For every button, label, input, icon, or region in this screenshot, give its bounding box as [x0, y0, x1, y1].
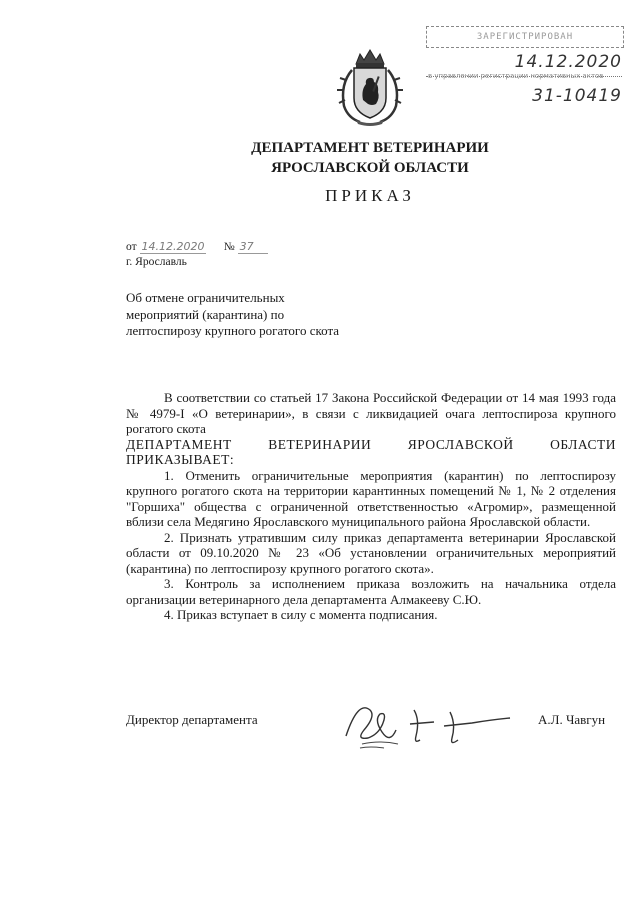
director-title: Директор департамента: [126, 712, 258, 727]
document-type: ПРИКАЗ: [325, 186, 415, 205]
document-date-line: [126, 240, 268, 254]
preamble-paragraph: В соответствии со статьей 17 Закона Российской Федерации от 14 мая 1993 года № 4979-I «О ветеринарии», в связи с ликвидацией очага лептоспироза крупного рогатого скота: [126, 390, 616, 436]
document-subject: Об отмене ограничительных мероприятий (карантина) по лептоспирозу крупного рогатого скота: [126, 290, 340, 338]
signer-name: А.Л. Чавгун: [538, 712, 606, 727]
document-body: [126, 390, 616, 623]
document-number: 37: [238, 240, 268, 254]
department-line-2: ЯРОСЛАВСКОЙ ОБЛАСТИ: [271, 160, 469, 176]
coat-of-arms-icon: [330, 46, 410, 128]
department-line-1: ДЕПАРТАМЕНТ ВЕТЕРИНАРИИ: [251, 140, 489, 156]
document-date: 14.12.2020: [141, 240, 205, 253]
order-heading-line-2: ПРИКАЗЫВАЕТ:: [126, 452, 235, 467]
stamp-date: 14.12.2020: [514, 52, 622, 72]
stamp-header: ЗАРЕГИСТРИРОВАН: [426, 26, 624, 48]
order-item-2: 2. Признать утратившим силу приказ департамента ветеринарии Ярославской области от 09.10.2020 № 23 «Об установлении ограничительных мероприятий (карантина) по лептоспирозу крупного рогатого скота».: [126, 529, 616, 576]
order-item-1: 1. Отменить ограничительные мероприятия (карантин) по лептоспирозу крупного рогатого скота на территории карантинных помещений № 1, № 2 отделения "Горшиха" общества с ограниченной ответственностью «Агромир», размещенной вблизи села Медягино Ярославского муниципального района Ярославской области.: [126, 467, 616, 529]
department-name: [200, 138, 540, 178]
registration-stamp: [426, 26, 626, 122]
from-label: от: [126, 241, 137, 253]
order-heading-line-1: ДЕПАРТАМЕНТ ВЕТЕРИНАРИИ ЯРОСЛАВСКОЙ ОБЛАСТИ: [126, 436, 616, 452]
document-city: г. Ярославль: [126, 256, 187, 268]
order-item-4: 4. Приказ вступает в силу с момента подписания.: [164, 607, 438, 622]
stamp-caption: в управлении регистрации нормативных актов: [428, 72, 604, 80]
signature: [340, 690, 520, 752]
stamp-number: 31-10419: [532, 86, 622, 106]
number-label: №: [223, 241, 235, 253]
order-item-3: 3. Контроль за исполнением приказа возложить на начальника отдела организации ветеринарного дела департамента Алмакееву С.Ю.: [126, 576, 616, 607]
